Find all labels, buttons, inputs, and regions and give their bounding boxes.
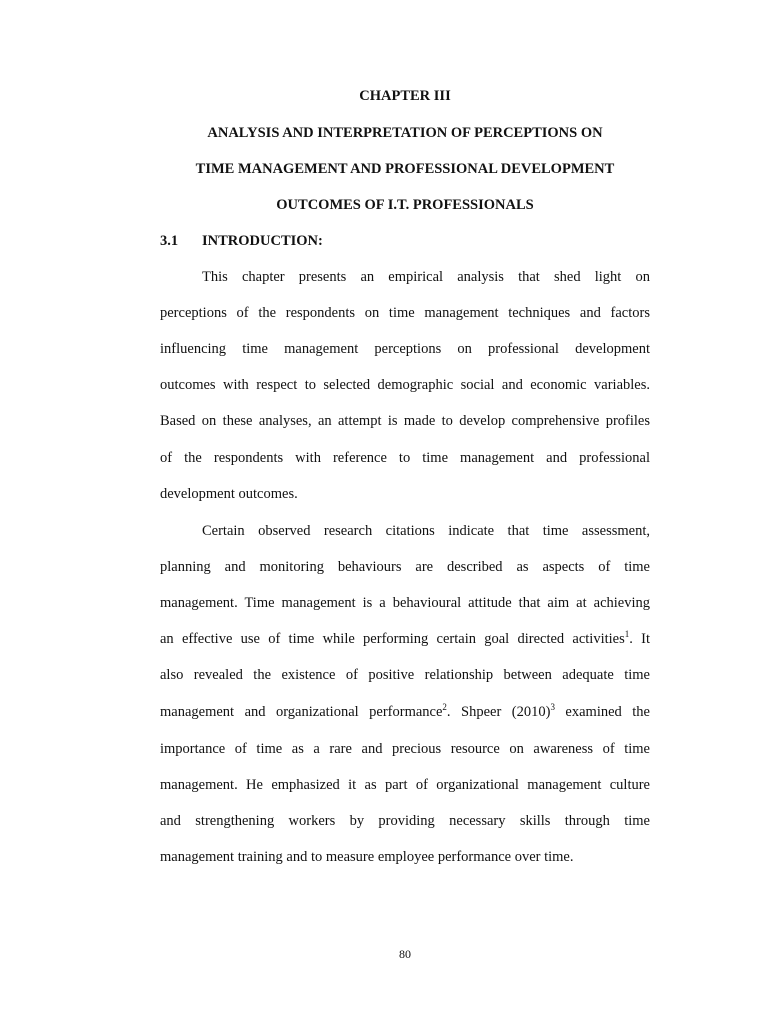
paragraph-2-line bbox=[160, 630, 650, 648]
footnote-reference-2: 2 bbox=[442, 702, 447, 713]
paragraph-1-line: Based on these analyses, an attempt is made to develop comprehensive profiles bbox=[160, 413, 650, 429]
chapter-title-line-1: ANALYSIS AND INTERPRETATION OF PERCEPTIONS ON bbox=[207, 125, 603, 141]
paragraph-2-line: management training and to measure employee performance over time. bbox=[160, 849, 574, 865]
section-title: INTRODUCTION: bbox=[202, 233, 323, 249]
paragraph-2-line: management. He emphasized it as part of organizational management culture bbox=[160, 777, 650, 793]
paragraph-1-line: influencing time management perceptions on professional development bbox=[160, 341, 650, 357]
line-text: an effective use of time while performing certain goal directed activities bbox=[160, 631, 625, 647]
paragraph-2-line: importance of time as a rare and precious resource on awareness of time bbox=[160, 741, 650, 757]
paragraph-2-line: Certain observed research citations indicate that time assessment, bbox=[202, 523, 650, 539]
footnote-reference-3: 3 bbox=[550, 702, 555, 713]
paragraph-2-line: management. Time management is a behavioural attitude that aim at achieving bbox=[160, 595, 650, 611]
line-text: examined the bbox=[554, 704, 650, 720]
paragraph-1-line: perceptions of the respondents on time management techniques and factors bbox=[160, 305, 650, 321]
footnote-reference-1: 1 bbox=[624, 629, 630, 640]
line-text: . It bbox=[629, 631, 651, 647]
chapter-title-line-3: OUTCOMES OF I.T. PROFESSIONALS bbox=[276, 197, 534, 213]
chapter-heading: CHAPTER III bbox=[359, 88, 451, 104]
paragraph-1-line: This chapter presents an empirical analysis that shed light on bbox=[202, 269, 650, 285]
paragraph-2-line bbox=[160, 703, 650, 721]
paragraph-2-line: planning and monitoring behaviours are described as aspects of time bbox=[160, 559, 650, 575]
chapter-title-line-2: TIME MANAGEMENT AND PROFESSIONAL DEVELOPMENT bbox=[195, 161, 615, 177]
page-number: 80 bbox=[399, 947, 411, 961]
section-heading bbox=[160, 232, 650, 250]
line-text: . Shpeer (2010) bbox=[446, 704, 551, 720]
paragraph-1-line: development outcomes. bbox=[160, 486, 298, 502]
paragraph-1-line: outcomes with respect to selected demographic social and economic variables. bbox=[160, 377, 650, 393]
line-text: management and organizational performance bbox=[160, 704, 443, 720]
paragraph-2-line: also revealed the existence of positive relationship between adequate time bbox=[160, 667, 650, 683]
paragraph-2-line: and strengthening workers by providing necessary skills through time bbox=[160, 813, 650, 829]
section-number: 3.1 bbox=[160, 233, 179, 249]
paragraph-1-line: of the respondents with reference to time management and professional bbox=[160, 450, 650, 466]
